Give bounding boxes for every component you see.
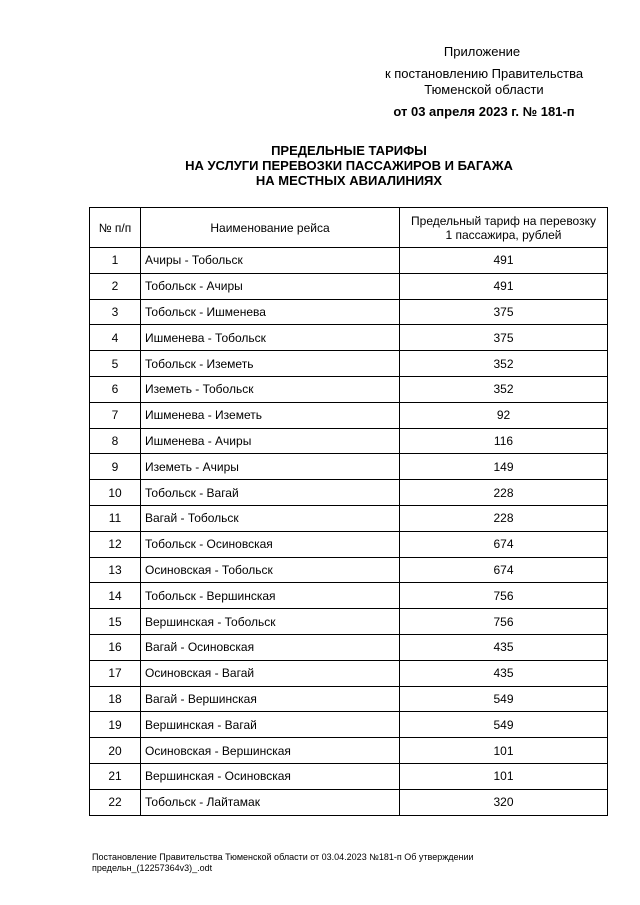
row-number: 5 (90, 351, 141, 377)
table-row (90, 738, 608, 764)
row-number: 1 (90, 248, 141, 274)
row-route: Тобольск - Вагай (141, 480, 400, 506)
table-row (90, 402, 608, 428)
title-line-1: ПРЕДЕЛЬНЫЕ ТАРИФЫ (271, 143, 427, 158)
row-price: 435 (400, 660, 608, 686)
row-number: 18 (90, 686, 141, 712)
row-route: Тобольск - Вершинская (141, 583, 400, 609)
table-body (90, 248, 608, 816)
row-price: 549 (400, 712, 608, 738)
row-number: 2 (90, 273, 141, 299)
row-route: Иземеть - Ачиры (141, 454, 400, 480)
row-number: 22 (90, 789, 141, 815)
row-number: 15 (90, 609, 141, 635)
row-price: 435 (400, 634, 608, 660)
row-number: 11 (90, 505, 141, 531)
row-price: 320 (400, 789, 608, 815)
header-price-line-1: Предельный тариф на перевозку (411, 213, 596, 228)
table-row (90, 789, 608, 815)
table-row (90, 376, 608, 402)
table-row (90, 248, 608, 274)
table-row (90, 712, 608, 738)
tariffs-table (89, 207, 608, 816)
title-line-3: НА МЕСТНЫХ АВИАЛИНИЯХ (255, 173, 443, 188)
table-row (90, 428, 608, 454)
row-route: Вершинская - Осиновская (141, 763, 400, 789)
table-row (90, 634, 608, 660)
row-number: 7 (90, 402, 141, 428)
footer-line-2: предельн_(12257364v3)_.odt (92, 863, 213, 873)
row-route: Ишменева - Иземеть (141, 402, 400, 428)
row-price: 101 (400, 763, 608, 789)
table-row (90, 505, 608, 531)
table-row (90, 686, 608, 712)
appendix-resolution-ref: к постановлению Правительства (384, 66, 584, 81)
table-row (90, 351, 608, 377)
row-route: Ишменева - Ачиры (141, 428, 400, 454)
header-route: Наименование рейса (141, 208, 400, 248)
row-number: 19 (90, 712, 141, 738)
document-title (90, 143, 608, 188)
row-number: 17 (90, 660, 141, 686)
row-number: 14 (90, 583, 141, 609)
row-route: Иземеть - Тобольск (141, 376, 400, 402)
appendix-label: Приложение (443, 44, 521, 59)
row-price: 116 (400, 428, 608, 454)
row-price: 149 (400, 454, 608, 480)
header-price-line-2: 1 пассажира, рублей (445, 227, 562, 242)
table-row (90, 531, 608, 557)
row-route: Осиновская - Вершинская (141, 738, 400, 764)
row-price: 756 (400, 609, 608, 635)
appendix-block (360, 44, 608, 120)
row-price: 228 (400, 505, 608, 531)
table-row (90, 325, 608, 351)
row-number: 3 (90, 299, 141, 325)
footer-note (92, 852, 552, 874)
table-row (90, 660, 608, 686)
row-price: 101 (400, 738, 608, 764)
row-route: Тобольск - Ачиры (141, 273, 400, 299)
row-price: 92 (400, 402, 608, 428)
table-row (90, 763, 608, 789)
row-route: Тобольск - Ишменева (141, 299, 400, 325)
row-number: 8 (90, 428, 141, 454)
row-price: 228 (400, 480, 608, 506)
row-price: 352 (400, 376, 608, 402)
footer-line-1: Постановление Правительства Тюменской области от 03.04.2023 №181-п Об утверждении (92, 852, 474, 862)
row-number: 12 (90, 531, 141, 557)
row-price: 375 (400, 299, 608, 325)
row-route: Тобольск - Лайтамак (141, 789, 400, 815)
row-number: 9 (90, 454, 141, 480)
appendix-region: Тюменской области (424, 82, 544, 97)
row-number: 20 (90, 738, 141, 764)
title-line-2: НА УСЛУГИ ПЕРЕВОЗКИ ПАССАЖИРОВ И БАГАЖА (185, 158, 513, 173)
row-price: 674 (400, 557, 608, 583)
row-route: Ишменева - Тобольск (141, 325, 400, 351)
row-price: 549 (400, 686, 608, 712)
table-row (90, 557, 608, 583)
row-route: Тобольск - Иземеть (141, 351, 400, 377)
table-row (90, 583, 608, 609)
row-route: Осиновская - Вагай (141, 660, 400, 686)
row-number: 21 (90, 763, 141, 789)
row-route: Вершинская - Вагай (141, 712, 400, 738)
row-route: Вагай - Тобольск (141, 505, 400, 531)
table-row (90, 454, 608, 480)
header-price (400, 208, 608, 248)
row-number: 16 (90, 634, 141, 660)
row-route: Вагай - Вершинская (141, 686, 400, 712)
row-price: 352 (400, 351, 608, 377)
table-row (90, 480, 608, 506)
row-price: 491 (400, 248, 608, 274)
table-row (90, 299, 608, 325)
header-number: № п/п (90, 208, 141, 248)
table-row (90, 273, 608, 299)
row-route: Осиновская - Тобольск (141, 557, 400, 583)
row-number: 4 (90, 325, 141, 351)
row-route: Вершинская - Тобольск (141, 609, 400, 635)
table-row (90, 609, 608, 635)
row-number: 10 (90, 480, 141, 506)
row-price: 491 (400, 273, 608, 299)
row-route: Вагай - Осиновская (141, 634, 400, 660)
row-price: 375 (400, 325, 608, 351)
row-route: Тобольск - Осиновская (141, 531, 400, 557)
table-header-row (90, 208, 608, 248)
row-price: 674 (400, 531, 608, 557)
appendix-date-number: от 03 апреля 2023 г. № 181-п (393, 104, 575, 119)
row-number: 6 (90, 376, 141, 402)
row-number: 13 (90, 557, 141, 583)
row-route: Ачиры - Тобольск (141, 248, 400, 274)
row-price: 756 (400, 583, 608, 609)
